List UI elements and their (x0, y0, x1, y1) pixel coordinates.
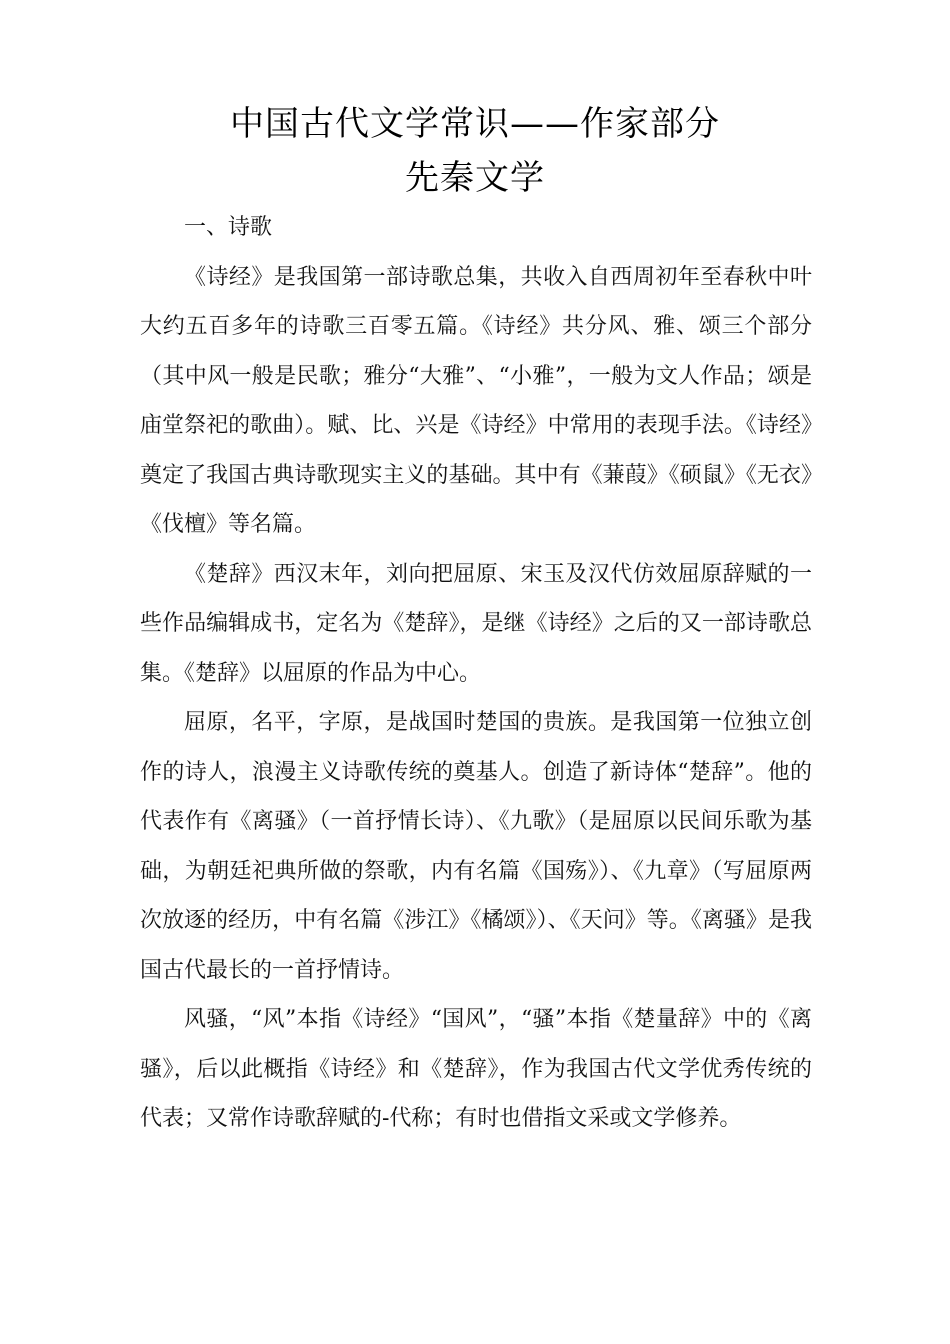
paragraph-quyuan: 屈原，名平，字原，是战国时楚国的贵族。是我国第一位独立创作的诗人，浪漫主义诗歌传统的奠基人。创造了新诗体“楚辞”。他的代表作有《离骚》（一首抒情长诗）、《九歌》（是屈原以民间乐歌为基础，为朝廷祀典所做的祭歌，内有名篇《国殇》）、《九章》（写屈原两次放逐的经历，中有名篇《涉江》《橘颂》）、《天问》等。《离骚》是我国古代最长的一首抒情诗。 (140, 710, 812, 983)
document-body (140, 203, 812, 1144)
paragraph-shijing: 《诗经》是我国第一部诗歌总集，共收入自西周初年至春秋中叶大约五百多年的诗歌三百零五篇。《诗经》共分风、雅、颂三个部分（其中风一般是民歌；雅分“大雅”、“小雅”，一般为文人作品；颂是庙堂祭祀的歌曲）。赋、比、兴是《诗经》中常用的表现手法。《诗经》奠定了我国古典诗歌现实主义的基础。其中有《蒹葭》《硕鼠》《无衣》《伐檀》等名篇。 (140, 264, 812, 537)
section-heading: 一、诗歌 (184, 215, 273, 240)
page-subtitle: 先秦文学 (405, 158, 545, 198)
page-title: 中国古代文学常识——作家部分 (230, 104, 720, 144)
paragraph-fengsao: 风骚，“风”本指《诗经》“国风”，“骚”本指《楚量辞》中的《离骚》，后以此概指《诗经》和《楚辞》，作为我国古代文学优秀传统的代表；又常作诗歌辞赋的-代称；有时也借指文采或文学修养。 (140, 1007, 812, 1131)
paragraph-chuci: 《楚辞》西汉末年，刘向把屈原、宋玉及汉代仿效屈原辞赋的一些作品编辑成书，定名为《楚辞》，是继《诗经》之后的又一部诗歌总集。《楚辞》以屈原的作品为中心。 (140, 561, 812, 686)
